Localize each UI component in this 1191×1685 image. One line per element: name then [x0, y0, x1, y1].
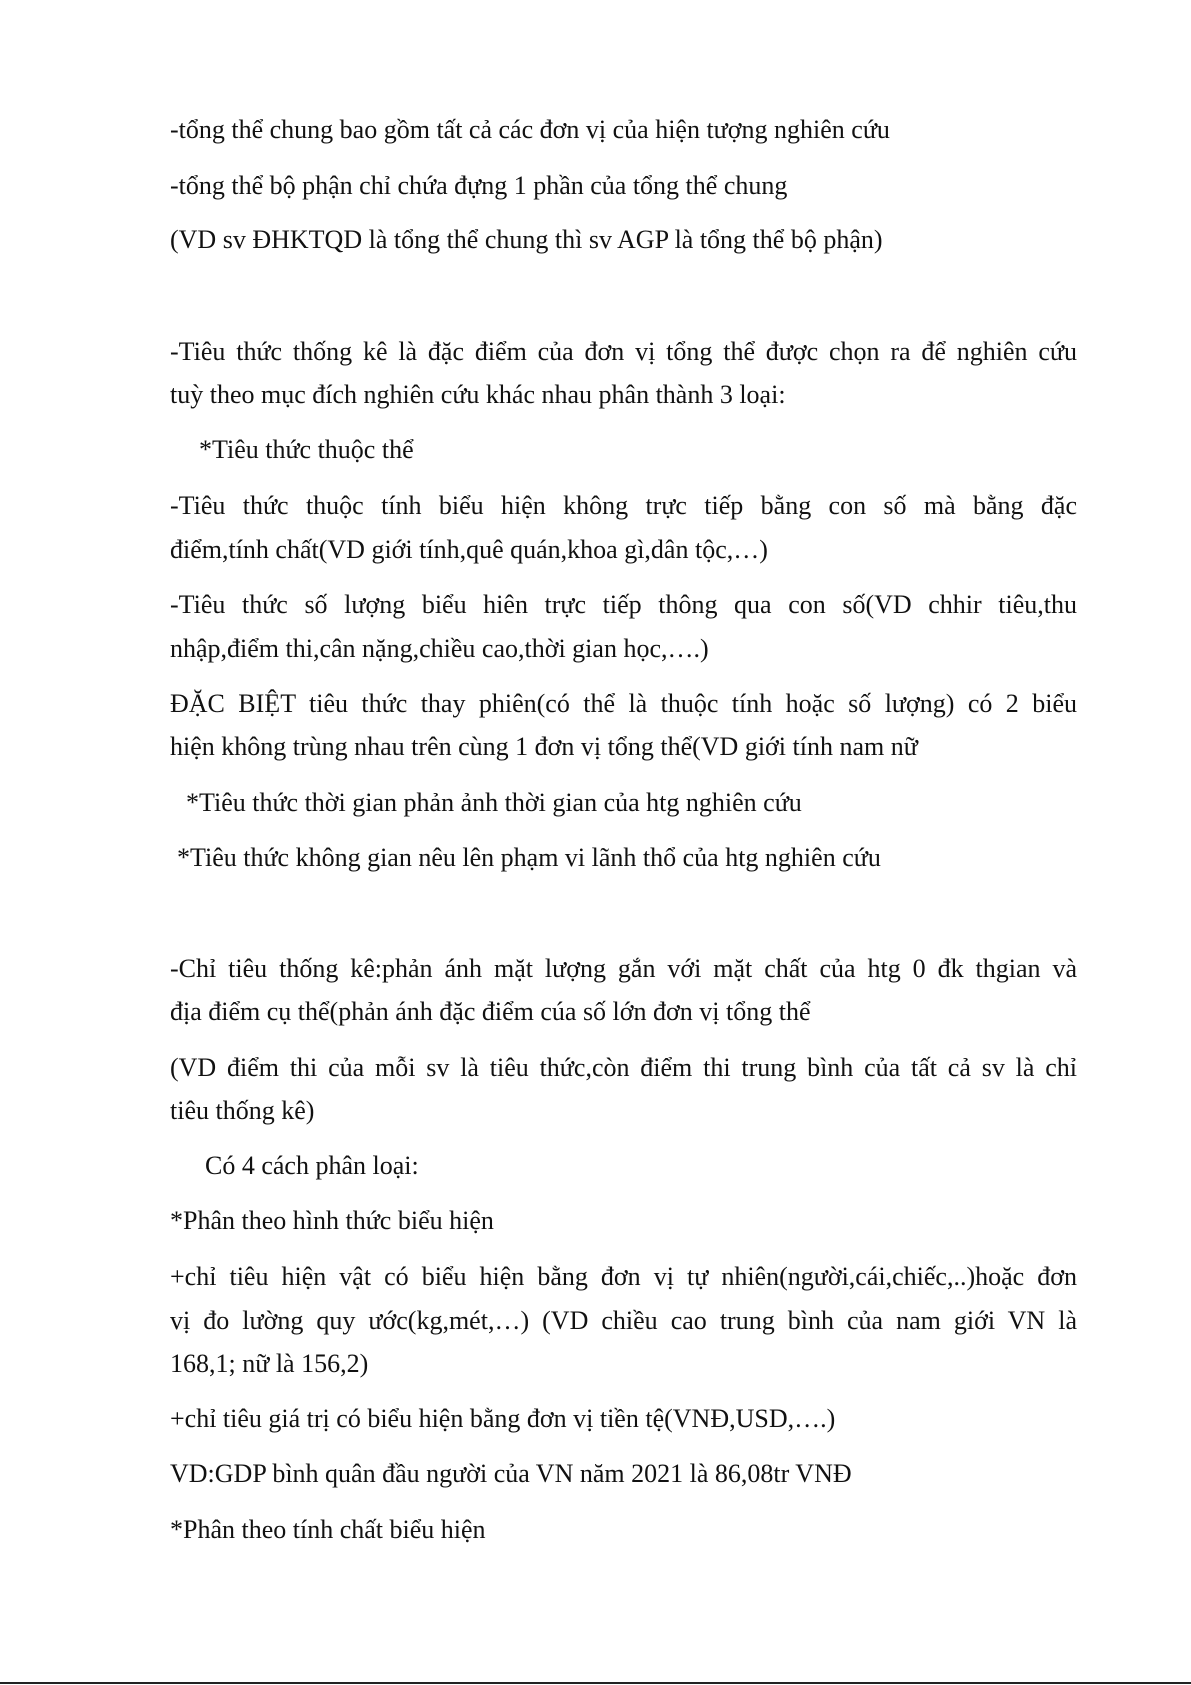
text-line-24: +chỉ tiêu giá trị có biểu hiện bằng đơn vị tiền tệ(VNĐ,USD,….): [170, 1404, 836, 1433]
page-bottom-rule: [0, 1682, 1191, 1684]
text-line-2: -tổng thể bộ phận chỉ chứa đựng 1 phần của tổng thể chung: [170, 171, 788, 200]
text-line-18: tiêu thống kê): [170, 1096, 315, 1125]
text-line-13: *Tiêu thức thời gian phản ảnh thời gian của htg nghiên cứu: [186, 788, 802, 817]
text-line-4: -Tiêu thức thống kê là đặc điểm của đơn vị tổng thể được chọn ra để nghiên cứu: [170, 337, 1077, 366]
text-line-9: -Tiêu thức số lượng biểu hiên trực tiếp thông qua con số(VD chhir tiêu,thu: [170, 590, 1077, 619]
text-line-20: *Phân theo hình thức biểu hiện: [170, 1206, 494, 1235]
text-line-6: *Tiêu thức thuộc thể: [199, 435, 414, 464]
text-line-26: *Phân theo tính chất biểu hiện: [170, 1515, 486, 1544]
text-line-14: *Tiêu thức không gian nêu lên phạm vi lãnh thổ của htg nghiên cứu: [177, 843, 881, 872]
text-line-19: Có 4 cách phân loại:: [205, 1151, 419, 1180]
text-line-7: -Tiêu thức thuộc tính biểu hiện không trực tiếp bằng con số mà bằng đặc: [170, 491, 1077, 520]
text-line-22: vị đo lường quy ước(kg,mét,…) (VD chiều cao trung bình của nam giới VN là: [170, 1306, 1077, 1335]
text-line-3: (VD sv ĐHKTQD là tổng thể chung thì sv AGP là tổng thể bộ phận): [170, 225, 883, 254]
text-line-21: +chỉ tiêu hiện vật có biểu hiện bằng đơn vị tự nhiên(người,cái,chiếc,..)hoặc đơn: [170, 1262, 1077, 1291]
text-line-11: ĐẶC BIỆT tiêu thức thay phiên(có thể là thuộc tính hoặc số lượng) có 2 biểu: [170, 689, 1077, 718]
text-line-17: (VD điểm thi của mỗi sv là tiêu thức,còn điểm thi trung bình của tất cả sv là chỉ: [170, 1053, 1077, 1082]
text-line-1: -tổng thể chung bao gồm tất cả các đơn vị của hiện tượng nghiên cứu: [170, 115, 890, 144]
text-line-23: 168,1; nữ là 156,2): [170, 1349, 369, 1378]
text-line-12: hiện không trùng nhau trên cùng 1 đơn vị tổng thể(VD giới tính nam nữ: [170, 732, 918, 761]
text-line-15: -Chỉ tiêu thống kê:phản ánh mặt lượng gắn với mặt chất của htg 0 đk thgian và: [170, 954, 1077, 983]
text-line-5: tuỳ theo mục đích nghiên cứu khác nhau phân thành 3 loại:: [170, 380, 786, 409]
text-line-10: nhập,điểm thi,cân nặng,chiều cao,thời gian học,….): [170, 634, 709, 663]
text-line-16: địa điểm cụ thể(phản ánh đặc điểm cúa số lớn đơn vị tổng thể: [170, 997, 811, 1026]
text-line-8: điểm,tính chất(VD giới tính,quê quán,khoa gì,dân tộc,…): [170, 535, 768, 564]
text-line-25: VD:GDP bình quân đầu người của VN năm 2021 là 86,08tr VNĐ: [170, 1459, 852, 1488]
